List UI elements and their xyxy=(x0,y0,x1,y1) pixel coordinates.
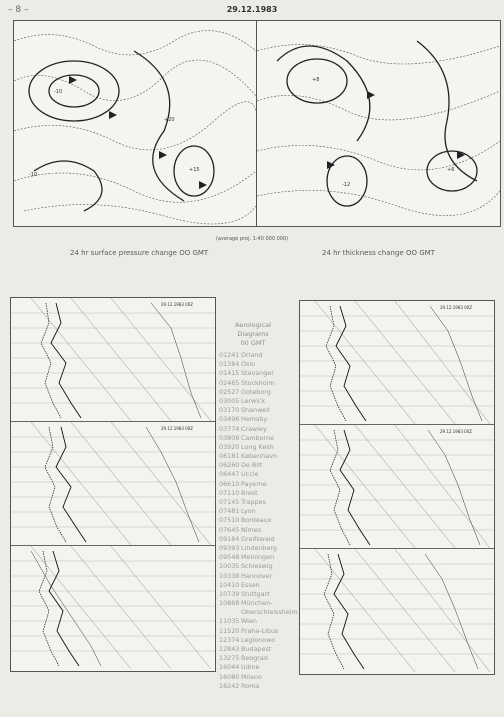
aerological-diagram-panel xyxy=(300,549,494,672)
station-name: Stockholm xyxy=(241,378,275,387)
aerological-title xyxy=(218,321,288,348)
aerological-diagram-panel xyxy=(11,546,215,669)
station-item xyxy=(219,443,309,452)
station-id: 09184 xyxy=(219,534,240,543)
diagram-date-label: 29.12.1983 00Z xyxy=(440,305,473,310)
station-item xyxy=(219,590,309,599)
station-item xyxy=(219,369,309,378)
station-name: Bordeaux xyxy=(241,516,272,525)
aerological-diagram xyxy=(300,425,494,548)
aerological-title-line1: Aerological xyxy=(235,321,271,329)
station-item xyxy=(219,617,309,626)
station-name: Nîmes xyxy=(241,525,262,534)
map-contours xyxy=(257,21,500,226)
station-name: Brest xyxy=(241,488,258,497)
aerological-diagram xyxy=(300,301,494,424)
thickness-change-map xyxy=(256,20,501,227)
station-name: Greifswald xyxy=(241,534,275,543)
aerological-title-line3: 00 GMT xyxy=(240,339,266,347)
station-item xyxy=(219,627,309,636)
station-id: 09548 xyxy=(219,553,240,562)
svg-text:-10: -10 xyxy=(54,89,63,95)
aerological-diagram-panel xyxy=(300,301,494,425)
station-item xyxy=(219,535,309,544)
station-item xyxy=(219,663,309,672)
station-item xyxy=(219,379,309,388)
station-id: 11520 xyxy=(219,626,240,635)
station-item xyxy=(219,682,309,691)
station-item xyxy=(219,526,309,535)
station-name: Schleswig xyxy=(241,562,273,571)
station-id: 10868 xyxy=(219,599,240,608)
station-name: Essen xyxy=(241,580,260,589)
page-number: – 8 – xyxy=(8,5,29,15)
station-name: Stuttgart xyxy=(241,589,270,598)
station-name: Oslo xyxy=(241,360,256,369)
station-name: Wien xyxy=(241,617,257,626)
thickness-caption: 24 hr thickness change OO GMT xyxy=(322,249,435,257)
surface-pressure-caption: 24 hr surface pressure change OO GMT xyxy=(70,249,209,257)
station-name: Lyon xyxy=(241,507,256,516)
map-contours xyxy=(14,21,256,226)
station-id: 06447 xyxy=(219,470,240,479)
station-id: 02465 xyxy=(219,378,240,387)
station-name: Trappes xyxy=(241,498,266,506)
station-item xyxy=(219,544,309,553)
aerological-diagram-panel xyxy=(11,422,215,546)
station-item xyxy=(219,470,309,479)
station-item xyxy=(219,397,309,406)
station-item xyxy=(219,553,309,562)
station-item xyxy=(219,406,309,415)
aerological-diagram xyxy=(300,549,494,672)
station-id: 07110 xyxy=(219,488,240,497)
station-id: 03774 xyxy=(219,424,240,433)
station-id: 03496 xyxy=(219,415,240,424)
station-id: 12843 xyxy=(219,645,240,653)
station-name: Long Kesh xyxy=(241,442,274,451)
station-name: Camborne xyxy=(241,433,275,442)
station-id: 03170 xyxy=(219,406,240,415)
station-item xyxy=(219,388,309,397)
station-item xyxy=(219,415,309,424)
station-item xyxy=(219,645,309,654)
station-item xyxy=(219,489,309,498)
station-id: 07481 xyxy=(219,507,240,516)
station-id: 12374 xyxy=(219,635,240,644)
station-id: 06181 xyxy=(219,452,240,461)
station-name: München- xyxy=(241,599,273,608)
svg-text:+15: +15 xyxy=(189,167,200,173)
station-name: Goteborg xyxy=(241,387,271,396)
page-date: 29.12.1983 xyxy=(226,5,278,14)
station-item xyxy=(219,360,309,369)
station-item xyxy=(219,673,309,682)
station-item xyxy=(219,507,309,516)
station-item xyxy=(219,572,309,581)
station-name: Legionowo xyxy=(241,635,276,644)
station-id: 01241 xyxy=(219,351,240,359)
station-name: Stavanger xyxy=(241,369,274,378)
station-name: Lindenberg xyxy=(241,543,277,552)
station-id: 07645 xyxy=(219,525,240,534)
aerological-diagram xyxy=(11,298,215,421)
station-name: Lerwick xyxy=(241,396,266,405)
station-item xyxy=(219,434,309,443)
station-item xyxy=(219,516,309,525)
station-name: Beograd xyxy=(241,654,268,663)
station-name: Roma xyxy=(241,681,260,690)
station-name: København xyxy=(241,452,277,461)
station-item xyxy=(219,636,309,645)
svg-text:+8: +8 xyxy=(312,77,320,83)
station-item xyxy=(219,654,309,663)
station-id: 10035 xyxy=(219,562,240,571)
station-name: Hemsby xyxy=(241,415,268,424)
station-item xyxy=(219,581,309,590)
station-id: 13275 xyxy=(219,654,240,663)
station-name: Hannover xyxy=(241,571,273,580)
station-name: Payerne xyxy=(241,479,267,488)
station-list xyxy=(219,351,309,691)
station-name: Meiningen xyxy=(241,553,275,562)
aerological-diagram xyxy=(11,422,215,545)
station-name: Orland xyxy=(241,351,263,359)
station-id: 09393 xyxy=(219,543,240,552)
diagram-date-label: 29.12.1983 00Z xyxy=(161,426,194,431)
station-id: 10410 xyxy=(219,580,240,589)
station-id: 16044 xyxy=(219,663,240,672)
station-id: 01384 xyxy=(219,360,240,369)
surface-pressure-change-map xyxy=(13,20,257,227)
station-item xyxy=(219,452,309,461)
diagram-date-label: 29.12.1983 00Z xyxy=(161,302,194,307)
aerological-diagrams-left xyxy=(10,297,216,672)
station-name: Milano xyxy=(241,672,262,681)
station-id: 01415 xyxy=(219,369,240,378)
aerological-diagram-panel xyxy=(11,298,215,422)
station-name: Shanwell xyxy=(241,406,270,415)
station-id: 02527 xyxy=(219,387,240,396)
station-item xyxy=(219,351,309,360)
svg-text:+6: +6 xyxy=(447,167,455,173)
station-name: Uccle xyxy=(241,470,259,479)
station-item xyxy=(219,599,309,608)
station-item xyxy=(219,480,309,489)
diagram-date-label: 29.12.1983 00Z xyxy=(440,429,473,434)
svg-text:+20: +20 xyxy=(164,117,175,123)
svg-text:-12: -12 xyxy=(342,182,351,188)
aerological-title-line2: Diagrams xyxy=(237,330,269,338)
station-id: 03920 xyxy=(219,442,240,451)
station-id: 07510 xyxy=(219,516,240,525)
station-id: 16242 xyxy=(219,681,240,690)
station-id: 10338 xyxy=(219,571,240,580)
station-item xyxy=(219,461,309,470)
station-id: 10739 xyxy=(219,589,240,598)
station-name: Crawley xyxy=(241,424,267,433)
station-item xyxy=(219,562,309,571)
station-item xyxy=(219,425,309,434)
station-name: Praha-Libus xyxy=(241,626,279,635)
station-name: Budapest xyxy=(241,645,272,653)
station-id: 06260 xyxy=(219,461,240,470)
station-id: 07145 xyxy=(219,498,240,506)
aerological-diagram xyxy=(11,546,215,669)
station-name: De Bilt xyxy=(241,461,263,470)
aerological-diagram-panel xyxy=(300,425,494,549)
station-id: 03005 xyxy=(219,396,240,405)
station-id: 11035 xyxy=(219,617,240,626)
station-name-continued: Oberschleissheim xyxy=(241,608,298,617)
station-id: 06610 xyxy=(219,479,240,488)
svg-text:-10: -10 xyxy=(29,172,38,178)
station-name: Udine xyxy=(241,663,260,672)
aerological-diagrams-right xyxy=(299,300,495,675)
station-item xyxy=(219,498,309,507)
station-id: 16080 xyxy=(219,672,240,681)
map-scale-note: (average proj. 1:40 000 000) xyxy=(215,236,289,242)
station-id: 03808 xyxy=(219,433,240,442)
